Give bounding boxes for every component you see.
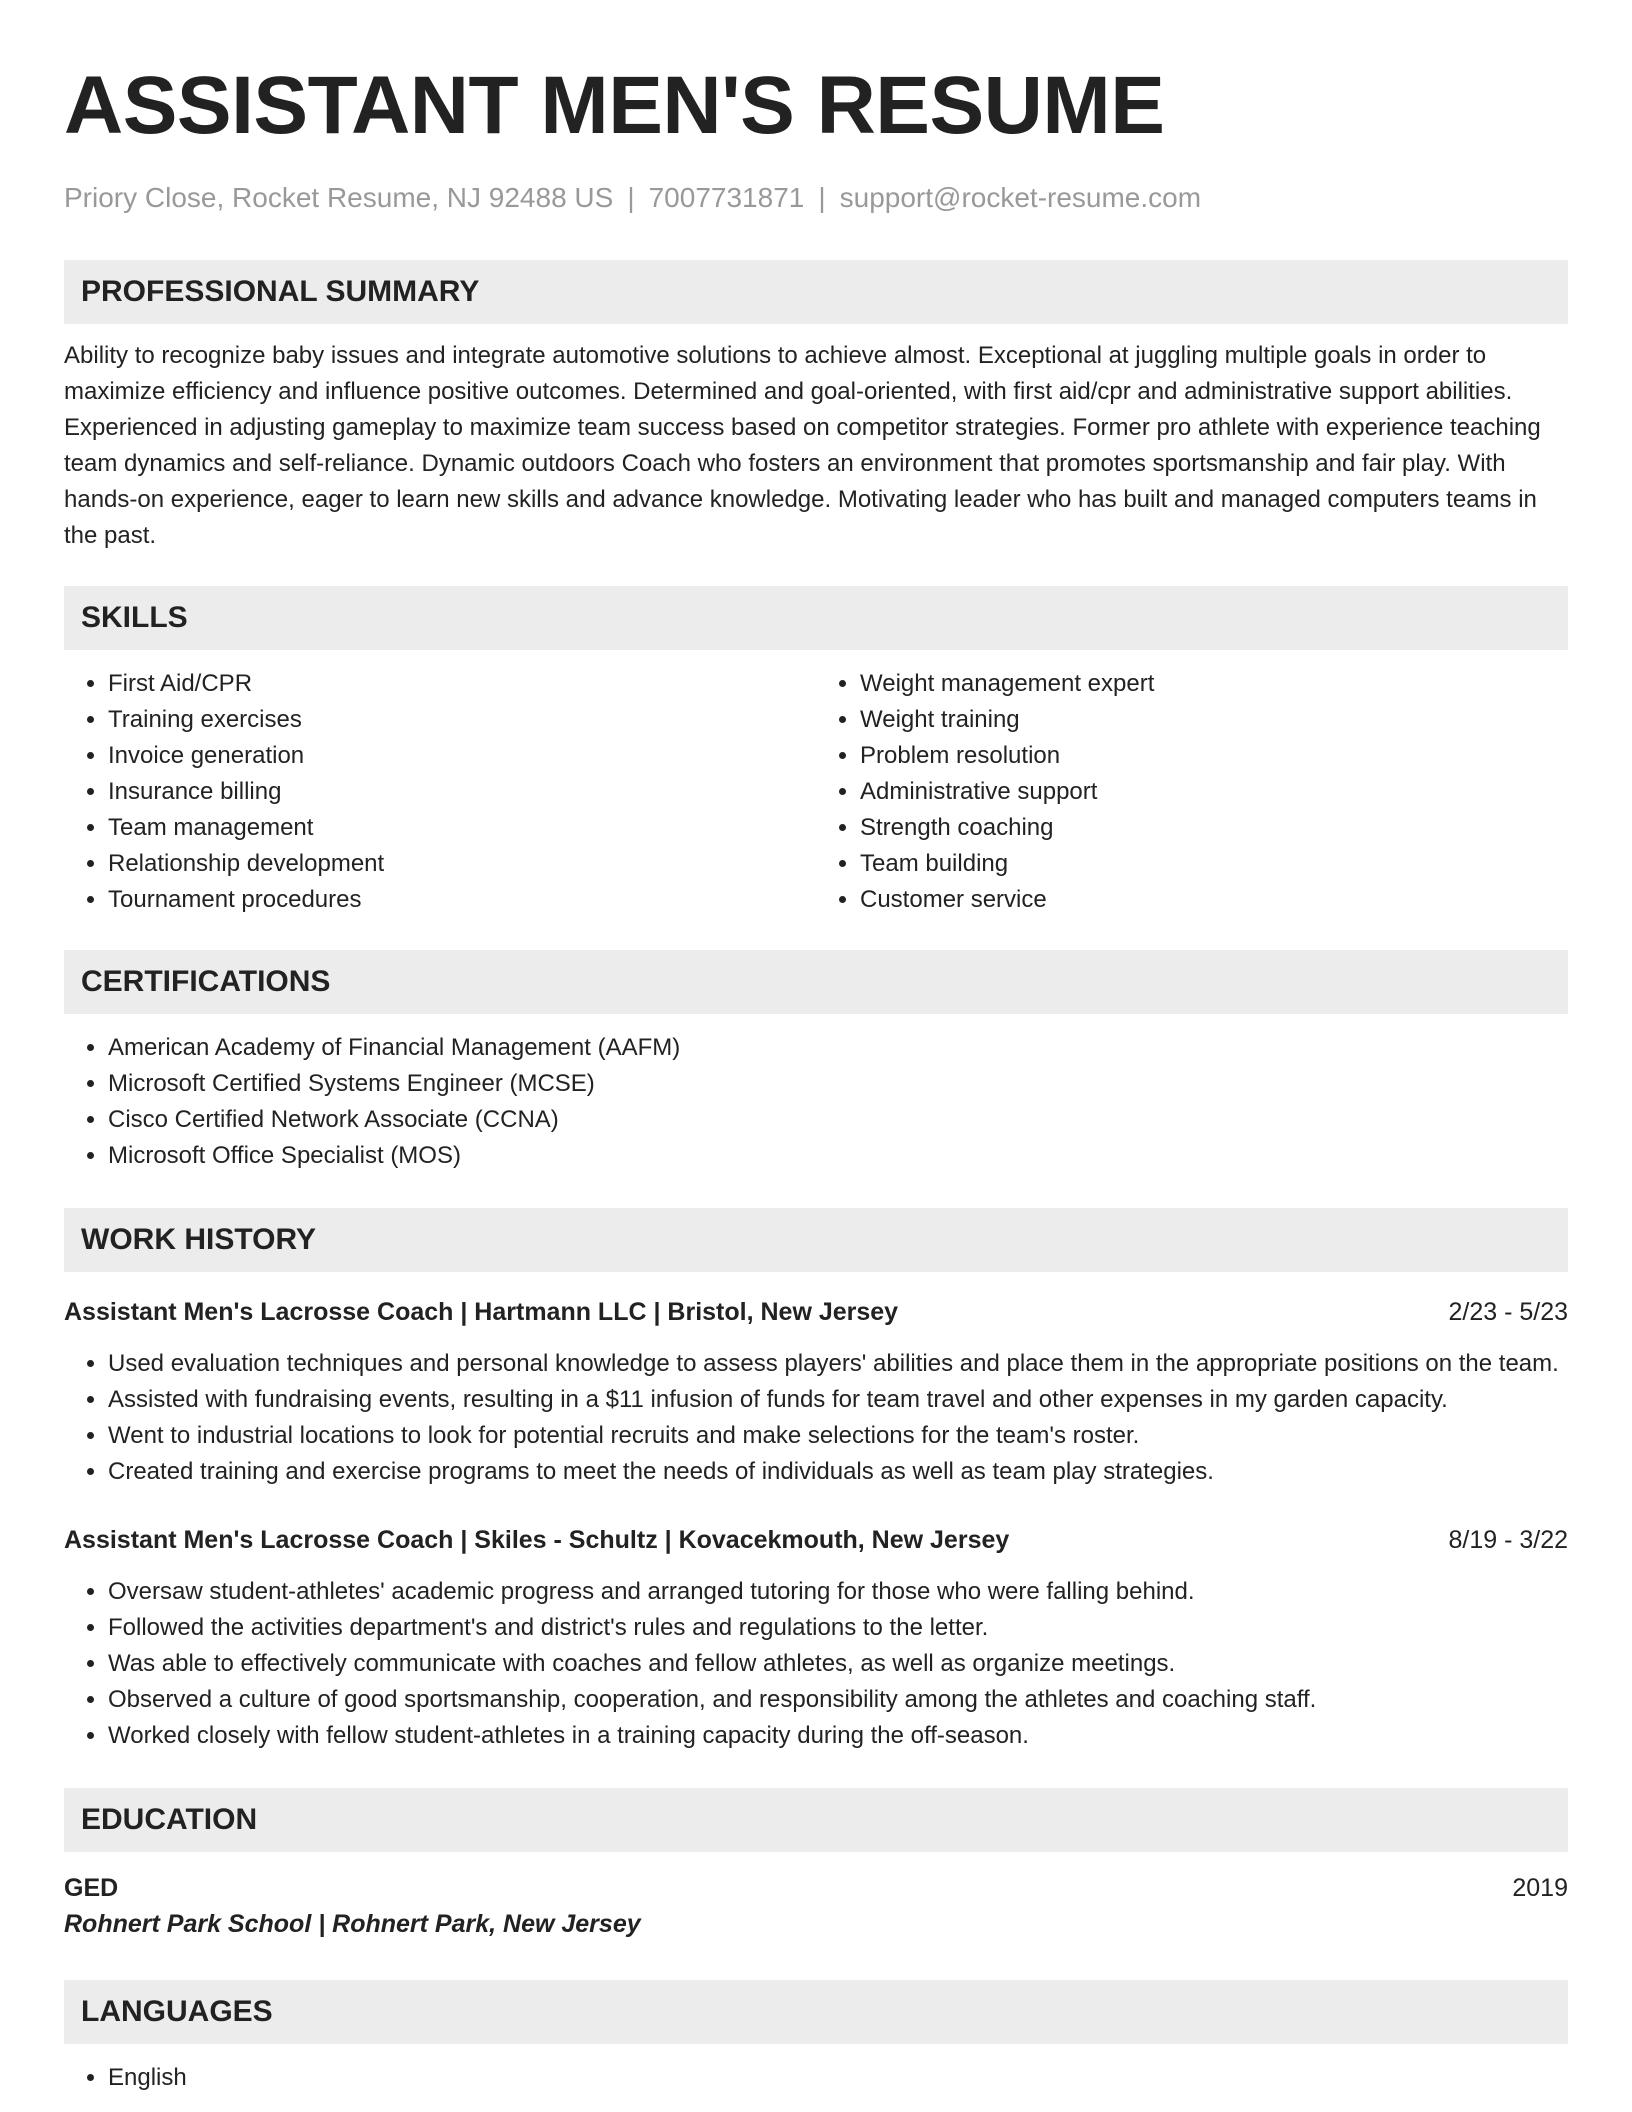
skills-column-left <box>64 666 816 918</box>
list-item: • Administrative support <box>860 774 1568 810</box>
list-item: • Followed the activities department's and district's rules and regulations to the letter. <box>108 1610 1568 1646</box>
job-title: Assistant Men's Lacrosse Coach | Skiles - Schultz | Kovacekmouth, New Jersey <box>64 1526 1010 1554</box>
list-item: • Cisco Certified Network Associate (CCNA) <box>108 1102 1568 1138</box>
list-item: • Invoice generation <box>108 738 816 774</box>
education-year: 2019 <box>1512 1874 1568 1902</box>
list-item: • Microsoft Certified Systems Engineer (MCSE) <box>108 1066 1568 1102</box>
resume-name: ASSISTANT MEN'S RESUME <box>64 60 1165 151</box>
job-dates: 8/19 - 3/22 <box>1448 1526 1568 1554</box>
section-heading-education: EDUCATION <box>64 1788 1568 1852</box>
summary-text: Ability to recognize baby issues and integrate automotive solutions to achieve almost. Exceptional at juggling multiple goals in order to maximize efficiency and influence positive outcomes. Determined and goal-oriented, with first aid/cpr and administrative support abilities. Experienced in adjusting gameplay to maximize team success based on competitor strategies. Former pro athlete with experience teaching team dynamics and self-reliance. Dynamic outdoors Coach who fosters an environment that promotes sportsmanship and fair play. With hands-on experience, eager to learn new skills and advance knowledge. Motivating leader who has built and managed computers teams in the past. <box>64 342 1541 549</box>
job-title: Assistant Men's Lacrosse Coach | Hartmann LLC | Bristol, New Jersey <box>64 1298 899 1326</box>
education-degree: GED <box>64 1874 119 1902</box>
certifications-list <box>64 1030 1568 1174</box>
list-item: • American Academy of Financial Management (AAFM) <box>108 1030 1568 1066</box>
list-item: • Assisted with fundraising events, resulting in a $11 infusion of funds for team travel and other expenses in my garden capacity. <box>108 1382 1568 1418</box>
list-item: • Observed a culture of good sportsmanship, cooperation, and responsibility among the athletes and coaching staff. <box>108 1682 1568 1718</box>
section-heading-work: WORK HISTORY <box>64 1208 1568 1272</box>
list-item: • Weight training <box>860 702 1568 738</box>
job-bullets <box>64 1346 1568 1490</box>
list-item: • First Aid/CPR <box>108 666 816 702</box>
contact-separator: | <box>818 182 826 213</box>
section-heading-languages: LANGUAGES <box>64 1980 1568 2044</box>
list-item: • Oversaw student-athletes' academic progress and arranged tutoring for those who were falling behind. <box>108 1574 1568 1610</box>
list-item: • Relationship development <box>108 846 816 882</box>
list-item: • Was able to effectively communicate with coaches and fellow athletes, as well as organize meetings. <box>108 1646 1568 1682</box>
contact-line <box>64 182 1568 214</box>
section-heading-skills: SKILLS <box>64 586 1568 650</box>
list-item: • Created training and exercise programs to meet the needs of individuals as well as team play strategies. <box>108 1454 1568 1490</box>
list-item: • English <box>108 2060 1568 2096</box>
job-bullets <box>64 1574 1568 1754</box>
list-item: • Customer service <box>860 882 1568 918</box>
list-item: • Microsoft Office Specialist (MOS) <box>108 1138 1568 1174</box>
contact-phone: 7007731871 <box>648 182 805 213</box>
list-item: • Team management <box>108 810 816 846</box>
list-item: • Weight management expert <box>860 666 1568 702</box>
list-item: • Insurance billing <box>108 774 816 810</box>
section-heading-certifications: CERTIFICATIONS <box>64 950 1568 1014</box>
job-header <box>64 1294 1568 1330</box>
skills-list <box>64 666 1568 918</box>
education-school: Rohnert Park School | Rohnert Park, New Jersey <box>64 1910 641 1938</box>
list-item: • Training exercises <box>108 702 816 738</box>
list-item: • Went to industrial locations to look for potential recruits and make selections for the team's roster. <box>108 1418 1568 1454</box>
languages-list <box>64 2060 1568 2096</box>
contact-address: Priory Close, Rocket Resume, NJ 92488 US <box>64 182 614 213</box>
list-item: • Strength coaching <box>860 810 1568 846</box>
contact-email: support@rocket-resume.com <box>839 182 1202 213</box>
job-dates: 2/23 - 5/23 <box>1448 1298 1568 1326</box>
education-header <box>64 1870 1568 1906</box>
contact-separator: | <box>627 182 635 213</box>
list-item: • Tournament procedures <box>108 882 816 918</box>
section-heading-summary: PROFESSIONAL SUMMARY <box>64 260 1568 324</box>
list-item: • Used evaluation techniques and personal knowledge to assess players' abilities and place them in the appropriate positions on the team. <box>108 1346 1568 1382</box>
skills-column-right <box>816 666 1568 918</box>
list-item: • Worked closely with fellow student-athletes in a training capacity during the off-season. <box>108 1718 1568 1754</box>
list-item: • Problem resolution <box>860 738 1568 774</box>
job-header <box>64 1522 1568 1558</box>
list-item: • Team building <box>860 846 1568 882</box>
